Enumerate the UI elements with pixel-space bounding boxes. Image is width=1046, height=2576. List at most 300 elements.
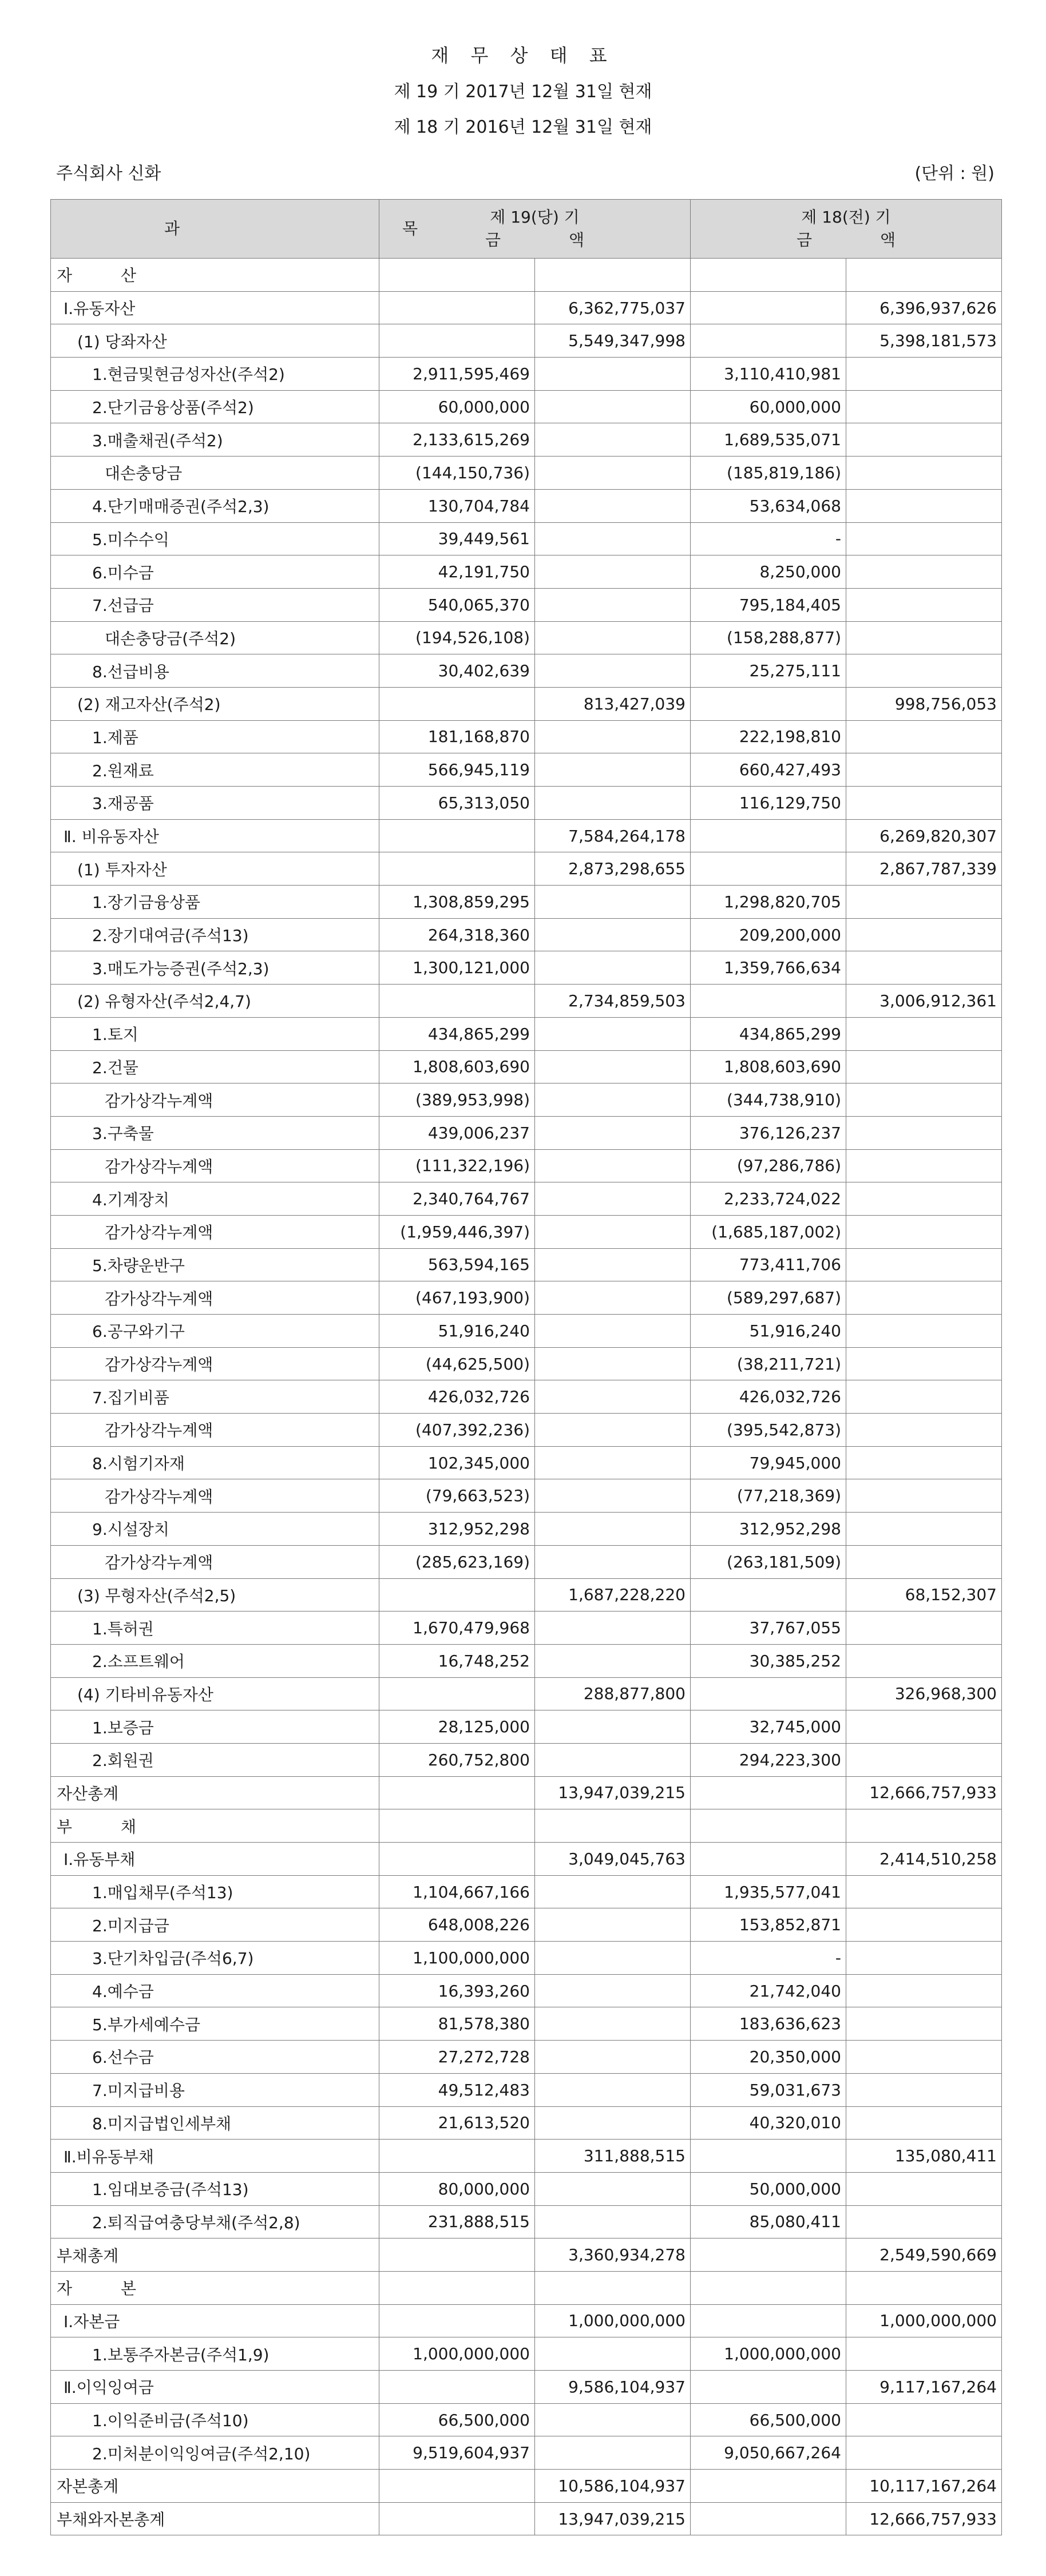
current-detail-amount-cell: 2,911,595,469 [379,358,535,391]
prior-detail-amount-cell: 426,032,726 [691,1380,846,1414]
table-row [51,985,1002,1018]
prior-period-header [691,200,1002,259]
current-detail-amount-cell: 1,300,121,000 [379,951,535,985]
current-subtotal-amount-cell [535,522,691,555]
current-detail-amount-cell: 51,916,240 [379,1315,535,1348]
table-row [51,1116,1002,1149]
current-subtotal-amount-cell [535,1513,691,1546]
current-detail-amount-cell [379,2271,535,2304]
prior-subtotal-amount-cell [846,621,1002,654]
table-row [51,2470,1002,2503]
current-subtotal-amount-cell: 5,549,347,998 [535,324,691,358]
account-name-cell: 6.미수금 [51,555,379,589]
table-row [51,819,1002,852]
table-row [51,1644,1002,1677]
current-subtotal-amount-cell [535,654,691,688]
current-detail-amount-cell [379,1578,535,1612]
current-detail-amount-cell [379,2140,535,2173]
prior-detail-amount-cell: 116,129,750 [691,787,846,820]
prior-subtotal-amount-cell: 998,756,053 [846,687,1002,720]
prior-detail-amount-cell: 795,184,405 [691,588,846,621]
current-subtotal-amount-cell [535,753,691,787]
table-row [51,2403,1002,2436]
prior-subtotal-amount-cell [846,1479,1002,1513]
current-detail-amount-cell: 16,393,260 [379,1974,535,2007]
account-name-cell: (3) 무형자산(주석2,5) [51,1578,379,1612]
prior-subtotal-amount-cell [846,2205,1002,2238]
account-name-cell: (1) 투자자산 [51,852,379,886]
current-subtotal-amount-cell [535,2172,691,2205]
current-subtotal-amount-cell: 3,049,045,763 [535,1843,691,1876]
current-subtotal-amount-cell [535,2337,691,2371]
prior-detail-amount-cell: 1,298,820,705 [691,886,846,919]
prior-subtotal-amount-cell [846,1644,1002,1677]
prior-detail-amount-cell [691,2238,846,2272]
prior-subtotal-amount-cell [846,390,1002,423]
current-subtotal-amount-cell [535,1875,691,1908]
prior-detail-amount-cell: 60,000,000 [691,390,846,423]
prior-subtotal-amount-cell [846,1050,1002,1083]
account-name-cell: 부 채 [51,1809,379,1843]
current-subtotal-amount-cell [535,1446,691,1479]
prior-detail-amount-cell: (395,542,873) [691,1414,846,1447]
table-row [51,2337,1002,2371]
prior-subtotal-amount-cell [846,1942,1002,1975]
account-name-cell: 8.시험기자재 [51,1446,379,1479]
current-subtotal-amount-cell: 10,586,104,937 [535,2470,691,2503]
prior-subtotal-amount-cell [846,720,1002,753]
prior-detail-amount-cell: 21,742,040 [691,1974,846,2007]
prior-subtotal-amount-cell [846,1083,1002,1117]
account-name-cell: 6.공구와기구 [51,1315,379,1348]
account-name-cell: 3.매도가능증권(주석2,3) [51,951,379,985]
current-detail-amount-cell [379,1809,535,1843]
current-detail-amount-cell [379,2371,535,2404]
current-detail-amount-cell: 566,945,119 [379,753,535,787]
current-subtotal-amount-cell [535,1710,691,1744]
account-name-cell: 2.소프트웨어 [51,1644,379,1677]
period-prior: 제 18 기 2016년 12월 31일 현재 [394,117,652,137]
prior-subtotal-amount-cell: 68,152,307 [846,1578,1002,1612]
current-detail-amount-cell: 27,272,728 [379,2041,535,2074]
table-row [51,1380,1002,1414]
prior-subtotal-amount-cell [846,489,1002,522]
account-name-cell: 9.시설장치 [51,1513,379,1546]
prior-subtotal-amount-cell [846,1974,1002,2007]
account-name-cell: 1.매입채무(주석13) [51,1875,379,1908]
current-detail-amount-cell: (389,953,998) [379,1083,535,1117]
current-subtotal-amount-cell: 2,873,298,655 [535,852,691,886]
current-detail-amount-cell: 30,402,639 [379,654,535,688]
period-current: 제 19 기 2017년 12월 31일 현재 [394,82,652,102]
current-subtotal-amount-cell [535,1414,691,1447]
table-row [51,951,1002,985]
current-detail-amount-cell: (44,625,500) [379,1347,535,1380]
prior-detail-amount-cell [691,1677,846,1710]
account-name-cell: 1.임대보증금(주석13) [51,2172,379,2205]
prior-subtotal-amount-cell: 326,968,300 [846,1677,1002,1710]
current-detail-amount-cell [379,985,535,1018]
table-row [51,2007,1002,2041]
prior-subtotal-amount-cell [846,2041,1002,2074]
current-detail-amount-cell [379,2304,535,2337]
table-row [51,2073,1002,2106]
current-subtotal-amount-cell [535,621,691,654]
table-row [51,2205,1002,2238]
prior-detail-amount-cell: 59,031,673 [691,2073,846,2106]
prior-detail-amount-cell: 1,000,000,000 [691,2337,846,2371]
table-row [51,2371,1002,2404]
account-name-cell: 8.미지급법인세부채 [51,2106,379,2140]
balance-sheet-table [50,199,1002,2535]
prior-detail-amount-cell: 30,385,252 [691,1644,846,1677]
table-row [51,1743,1002,1776]
current-subtotal-amount-cell [535,457,691,490]
table-row [51,720,1002,753]
table-row [51,2436,1002,2470]
current-subtotal-amount-cell [535,2436,691,2470]
table-row [51,852,1002,886]
prior-subtotal-amount-cell [846,1908,1002,1942]
current-detail-amount-cell: 1,104,667,166 [379,1875,535,1908]
prior-detail-amount-cell [691,2140,846,2173]
table-row [51,324,1002,358]
table-row [51,621,1002,654]
table-row [51,2041,1002,2074]
current-subtotal-amount-cell [535,588,691,621]
table-row [51,1414,1002,1447]
account-name-cell: 감가상각누계액 [51,1479,379,1513]
account-name-cell: 1.특허권 [51,1612,379,1645]
prior-detail-amount-cell: 773,411,706 [691,1248,846,1281]
current-subtotal-amount-cell [535,1380,691,1414]
current-subtotal-amount-cell [535,787,691,820]
table-row [51,1710,1002,1744]
table-row [51,1545,1002,1578]
account-name-cell: 3.매출채권(주석2) [51,423,379,457]
prior-subtotal-amount-cell [846,1710,1002,1744]
current-subtotal-amount-cell: 2,734,859,503 [535,985,691,1018]
account-name-cell: 자산총계 [51,1776,379,1809]
table-row [51,358,1002,391]
account-name-cell: 감가상각누계액 [51,1414,379,1447]
account-name-cell: 2.원재료 [51,753,379,787]
prior-subtotal-amount-cell [846,1215,1002,1248]
account-name-cell: 3.구축물 [51,1116,379,1149]
account-name-cell: Ⅰ.자본금 [51,2304,379,2337]
current-detail-amount-cell [379,324,535,358]
current-detail-amount-cell: 65,313,050 [379,787,535,820]
current-detail-amount-cell [379,852,535,886]
current-detail-amount-cell: 102,345,000 [379,1446,535,1479]
current-detail-amount-cell: (407,392,236) [379,1414,535,1447]
table-row [51,1612,1002,1645]
prior-detail-amount-cell: 8,250,000 [691,555,846,589]
account-name-cell: 감가상각누계액 [51,1083,379,1117]
table-row [51,1215,1002,1248]
table-header [51,200,1002,259]
prior-detail-amount-cell: 37,767,055 [691,1612,846,1645]
current-detail-amount-cell: 1,100,000,000 [379,1942,535,1975]
prior-detail-amount-cell: (158,288,877) [691,621,846,654]
prior-detail-amount-cell: 3,110,410,981 [691,358,846,391]
prior-subtotal-amount-cell [846,753,1002,787]
table-row [51,1809,1002,1843]
table-row [51,1315,1002,1348]
current-detail-amount-cell: 439,006,237 [379,1116,535,1149]
prior-detail-amount-cell [691,1578,846,1612]
table-row [51,2172,1002,2205]
prior-detail-amount-cell: 222,198,810 [691,720,846,753]
current-detail-amount-cell: 426,032,726 [379,1380,535,1414]
prior-subtotal-amount-cell: 3,006,912,361 [846,985,1002,1018]
table-row [51,1908,1002,1942]
prior-subtotal-amount-cell [846,1545,1002,1578]
current-subtotal-amount-cell [535,2271,691,2304]
prior-subtotal-amount-cell: 12,666,757,933 [846,1776,1002,1809]
current-detail-amount-cell [379,2238,535,2272]
table-row [51,1677,1002,1710]
table-row [51,1875,1002,1908]
current-subtotal-amount-cell [535,555,691,589]
prior-subtotal-amount-cell [846,1513,1002,1546]
prior-subtotal-amount-cell: 1,000,000,000 [846,2304,1002,2337]
current-subtotal-amount-cell: 6,362,775,037 [535,291,691,324]
current-detail-amount-cell: 16,748,252 [379,1644,535,1677]
prior-subtotal-amount-cell [846,588,1002,621]
current-subtotal-amount-cell [535,1974,691,2007]
prior-subtotal-amount-cell [846,1281,1002,1315]
prior-subtotal-amount-cell [846,2436,1002,2470]
table-row [51,1479,1002,1513]
current-detail-amount-cell: 563,594,165 [379,1248,535,1281]
current-detail-amount-cell [379,1776,535,1809]
account-name-cell: 대손충당금 [51,457,379,490]
table-row [51,753,1002,787]
current-detail-amount-cell [379,819,535,852]
prior-subtotal-amount-cell [846,1182,1002,1216]
prior-subtotal-amount-cell [846,1116,1002,1149]
account-name-cell: 감가상각누계액 [51,1281,379,1315]
prior-subtotal-amount-cell [846,951,1002,985]
prior-subtotal-amount-cell [846,1380,1002,1414]
account-name-cell: 3.재공품 [51,787,379,820]
current-subtotal-amount-cell [535,390,691,423]
table-row [51,1149,1002,1182]
prior-detail-amount-cell: 660,427,493 [691,753,846,787]
table-row [51,1578,1002,1612]
prior-detail-amount-cell: 209,200,000 [691,918,846,951]
account-name-cell: 7.선급금 [51,588,379,621]
prior-subtotal-amount-cell: 6,396,937,626 [846,291,1002,324]
current-detail-amount-cell: 66,500,000 [379,2403,535,2436]
account-name-cell: Ⅱ.비유동부채 [51,2140,379,2173]
account-name-cell: Ⅰ.유동부채 [51,1843,379,1876]
account-name-cell: 2.건물 [51,1050,379,1083]
currency-unit: (단위 : 원) [914,164,995,184]
account-name-cell: 감가상각누계액 [51,1215,379,1248]
current-subtotal-amount-cell [535,2205,691,2238]
current-subtotal-amount-cell [535,1612,691,1645]
prior-detail-amount-cell: (38,211,721) [691,1347,846,1380]
table-row [51,1974,1002,2007]
current-subtotal-amount-cell [535,1149,691,1182]
account-name-cell: 1.이익준비금(주석10) [51,2403,379,2436]
prior-detail-amount-cell: 20,350,000 [691,2041,846,2074]
current-subtotal-amount-cell [535,489,691,522]
account-name-cell: 1.장기금융상품 [51,886,379,919]
current-subtotal-amount-cell [535,1281,691,1315]
current-detail-amount-cell [379,1677,535,1710]
prior-detail-amount-cell [691,291,846,324]
prior-subtotal-amount-cell [846,358,1002,391]
account-name-cell: 4.기계장치 [51,1182,379,1216]
prior-detail-amount-cell: 50,000,000 [691,2172,846,2205]
prior-detail-amount-cell [691,259,846,292]
table-row [51,1281,1002,1315]
table-row [51,1843,1002,1876]
current-detail-amount-cell: 81,578,380 [379,2007,535,2041]
prior-detail-amount-cell: 1,359,766,634 [691,951,846,985]
current-subtotal-amount-cell [535,1743,691,1776]
prior-detail-amount-cell [691,687,846,720]
current-subtotal-amount-cell: 311,888,515 [535,2140,691,2173]
current-detail-amount-cell: (194,526,108) [379,621,535,654]
prior-detail-amount-cell [691,2304,846,2337]
prior-subtotal-amount-cell: 5,398,181,573 [846,324,1002,358]
prior-detail-amount-cell: 9,050,667,264 [691,2436,846,2470]
prior-subtotal-amount-cell [846,2337,1002,2371]
prior-detail-amount-cell: 32,745,000 [691,1710,846,1744]
account-name-cell: 2.퇴직급여충당부채(주석2,8) [51,2205,379,2238]
prior-detail-amount-cell: 312,952,298 [691,1513,846,1546]
prior-subtotal-amount-cell [846,457,1002,490]
prior-detail-amount-cell [691,819,846,852]
table-row [51,1050,1002,1083]
account-name-cell: 감가상각누계액 [51,1149,379,1182]
current-detail-amount-cell: 434,865,299 [379,1017,535,1050]
prior-detail-amount-cell: 1,689,535,071 [691,423,846,457]
prior-detail-amount-cell [691,2371,846,2404]
prior-subtotal-amount-cell [846,1149,1002,1182]
table-row [51,1942,1002,1975]
prior-detail-amount-cell: 376,126,237 [691,1116,846,1149]
account-name-cell: 7.집기비품 [51,1380,379,1414]
account-name-cell: 2.단기금융상품(주석2) [51,390,379,423]
prior-detail-amount-cell: 434,865,299 [691,1017,846,1050]
table-row [51,489,1002,522]
table-row [51,1248,1002,1281]
account-name-cell: Ⅱ. 비유동자산 [51,819,379,852]
prior-subtotal-amount-cell [846,2403,1002,2436]
prior-subtotal-amount-cell [846,886,1002,919]
current-detail-amount-cell: 1,000,000,000 [379,2337,535,2371]
prior-detail-amount-cell [691,852,846,886]
current-subtotal-amount-cell [535,1050,691,1083]
prior-subtotal-amount-cell: 12,666,757,933 [846,2502,1002,2535]
current-detail-amount-cell [379,291,535,324]
prior-subtotal-amount-cell [846,1612,1002,1645]
prior-subtotal-amount-cell [846,2271,1002,2304]
prior-detail-amount-cell [691,1776,846,1809]
prior-detail-amount-cell [691,985,846,1018]
current-subtotal-amount-cell [535,1215,691,1248]
current-detail-amount-cell: 39,449,561 [379,522,535,555]
prior-detail-amount-cell: 153,852,871 [691,1908,846,1942]
prior-detail-amount-cell [691,1843,846,1876]
current-detail-amount-cell: 264,318,360 [379,918,535,951]
prior-detail-amount-cell: (1,685,187,002) [691,1215,846,1248]
account-name-cell: 감가상각누계액 [51,1347,379,1380]
current-detail-amount-cell: 312,952,298 [379,1513,535,1546]
table-row [51,522,1002,555]
current-detail-amount-cell [379,259,535,292]
current-subtotal-amount-cell: 13,947,039,215 [535,2502,691,2535]
table-row [51,588,1002,621]
table-row [51,1347,1002,1380]
account-name-cell: 감가상각누계액 [51,1545,379,1578]
current-subtotal-amount-cell [535,720,691,753]
current-subtotal-amount-cell [535,1315,691,1348]
current-detail-amount-cell: 231,888,515 [379,2205,535,2238]
table-row [51,1182,1002,1216]
table-row [51,291,1002,324]
prior-subtotal-amount-cell [846,1414,1002,1447]
prior-subtotal-amount-cell: 10,117,167,264 [846,2470,1002,2503]
current-subtotal-amount-cell [535,1017,691,1050]
prior-subtotal-amount-cell [846,2007,1002,2041]
account-name-cell: 자 본 [51,2271,379,2304]
current-subtotal-amount-cell [535,1182,691,1216]
table-row [51,259,1002,292]
account-name-cell: 2.회원권 [51,1743,379,1776]
account-name-cell: Ⅱ.이익잉여금 [51,2371,379,2404]
table-row [51,886,1002,919]
account-name-cell: 4.예수금 [51,1974,379,2007]
prior-detail-amount-cell: 51,916,240 [691,1315,846,1348]
prior-detail-amount-cell: (77,218,369) [691,1479,846,1513]
statement-title: 재 무 상 태 표 [431,45,615,66]
account-name-cell: 대손충당금(주석2) [51,621,379,654]
prior-subtotal-amount-cell [846,2073,1002,2106]
current-subtotal-amount-cell: 1,687,228,220 [535,1578,691,1612]
account-name-cell: 8.선급비용 [51,654,379,688]
table-row [51,555,1002,589]
prior-subtotal-amount-cell [846,654,1002,688]
current-subtotal-amount-cell: 1,000,000,000 [535,2304,691,2337]
prior-subtotal-amount-cell [846,1248,1002,1281]
table-row [51,457,1002,490]
current-subtotal-amount-cell [535,1942,691,1975]
current-subtotal-amount-cell [535,1479,691,1513]
prior-detail-amount-cell: 1,808,603,690 [691,1050,846,1083]
current-detail-amount-cell: (79,663,523) [379,1479,535,1513]
prior-detail-amount-cell: 2,233,724,022 [691,1182,846,1216]
prior-subtotal-amount-cell [846,423,1002,457]
account-name-cell: (1) 당좌자산 [51,324,379,358]
current-subtotal-amount-cell [535,1545,691,1578]
current-detail-amount-cell: 2,340,764,767 [379,1182,535,1216]
current-detail-amount-cell: 130,704,784 [379,489,535,522]
prior-detail-amount-cell: 66,500,000 [691,2403,846,2436]
table-row [51,787,1002,820]
current-detail-amount-cell: (111,322,196) [379,1149,535,1182]
table-row [51,1513,1002,1546]
account-name-cell: 5.차량운반구 [51,1248,379,1281]
account-name-cell: 자본총계 [51,2470,379,2503]
table-row [51,1083,1002,1117]
current-subtotal-amount-cell [535,1644,691,1677]
